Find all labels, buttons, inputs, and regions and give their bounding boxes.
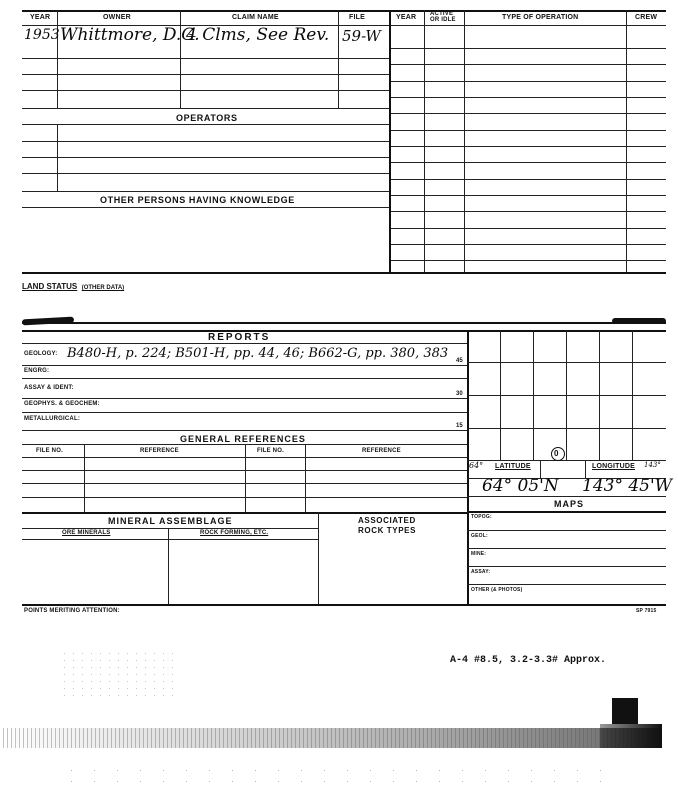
longitude-label: LONGITUDE bbox=[592, 463, 636, 470]
latitude-label: LATITUDE bbox=[495, 463, 531, 470]
latitude-value: 64° 05'N bbox=[482, 476, 559, 496]
form-number: SP 7915 bbox=[636, 608, 657, 614]
header-claim-name: CLAIM NAME bbox=[232, 14, 279, 21]
scan-noise-band bbox=[0, 728, 662, 748]
geology-value: B480-H, p. 224; B501-H, pp. 44, 46; B662-G, pp. 380, 383 bbox=[67, 346, 449, 361]
maps-assay: ASSAY: bbox=[471, 569, 491, 575]
header-file: FILE bbox=[349, 14, 365, 21]
rock-types-label: ROCK TYPES bbox=[358, 526, 417, 535]
maps-topog: TOPOG: bbox=[471, 514, 492, 520]
rock-forming-label: ROCK FORMING, ETC. bbox=[200, 530, 269, 536]
geophys-label: GEOPHYS. & GEOCHEM: bbox=[24, 401, 100, 407]
gr-reference-1: REFERENCE bbox=[140, 448, 179, 454]
engrg-label: ENGRG: bbox=[24, 368, 50, 374]
operators-label: OPERATORS bbox=[176, 113, 238, 123]
maps-title: MAPS bbox=[554, 499, 585, 509]
scale-15: 15 bbox=[456, 423, 463, 429]
gr-reference-2: REFERENCE bbox=[362, 448, 401, 454]
entry-file: 59-W bbox=[342, 27, 381, 45]
circle-mark-text: 0 bbox=[554, 449, 559, 458]
header-active-1: ACTIVE bbox=[430, 11, 454, 17]
scan-specks-top bbox=[60, 650, 180, 700]
geology-label: GEOLOGY: bbox=[24, 351, 58, 357]
scale-30: 30 bbox=[456, 391, 463, 397]
scan-dark-edge bbox=[600, 724, 662, 748]
reports-title: REPORTS bbox=[208, 332, 271, 343]
header-active-2: OR IDLE bbox=[430, 17, 456, 23]
land-status-label: LAND STATUS bbox=[22, 282, 78, 291]
lon-suffix: 143° bbox=[644, 461, 661, 469]
scale-45: 45 bbox=[456, 358, 463, 364]
scan-dark-block bbox=[612, 698, 638, 724]
mineral-assemblage-title: MINERAL ASSEMBLAGE bbox=[108, 516, 233, 526]
land-status-sub: (OTHER DATA) bbox=[81, 285, 125, 291]
header-year: YEAR bbox=[30, 14, 51, 21]
typed-note: A-4 #8.5, 3.2-3.3# Approx. bbox=[450, 655, 607, 666]
entry-owner: Whittmore, D.G. bbox=[60, 25, 200, 45]
entry-year: 1953 bbox=[24, 27, 60, 43]
longitude-value: 143° 45'W bbox=[582, 476, 673, 496]
gr-file-no-1: FILE NO. bbox=[36, 448, 63, 454]
gr-file-no-2: FILE NO. bbox=[257, 448, 284, 454]
other-persons-label: OTHER PERSONS HAVING KNOWLEDGE bbox=[100, 195, 295, 205]
header-crew: CREW bbox=[635, 14, 658, 21]
marker-smudge-left bbox=[22, 317, 74, 326]
ore-minerals-label: ORE MINERALS bbox=[62, 530, 111, 536]
header-year-2: YEAR bbox=[396, 14, 417, 21]
entry-claim: 4 Clms, See Rev. bbox=[186, 25, 330, 45]
maps-mine: MINE: bbox=[471, 551, 487, 557]
general-references-title: GENERAL REFERENCES bbox=[180, 434, 306, 444]
points-meriting-attention: POINTS MERITING ATTENTION: bbox=[24, 608, 120, 614]
maps-geol: GEOL: bbox=[471, 533, 488, 539]
scan-specks-bottom bbox=[60, 765, 620, 785]
header-owner: OWNER bbox=[103, 14, 131, 21]
header-type-of-operation: TYPE OF OPERATION bbox=[502, 14, 579, 21]
assay-label: ASSAY & IDENT: bbox=[24, 385, 74, 391]
maps-other: OTHER (& PHOTOS) bbox=[471, 587, 523, 593]
associated-label: ASSOCIATED bbox=[358, 516, 416, 525]
metallurgical-label: METALLURGICAL: bbox=[24, 416, 81, 422]
land-status bbox=[22, 276, 124, 294]
lat-prefix: 64° bbox=[469, 461, 484, 470]
